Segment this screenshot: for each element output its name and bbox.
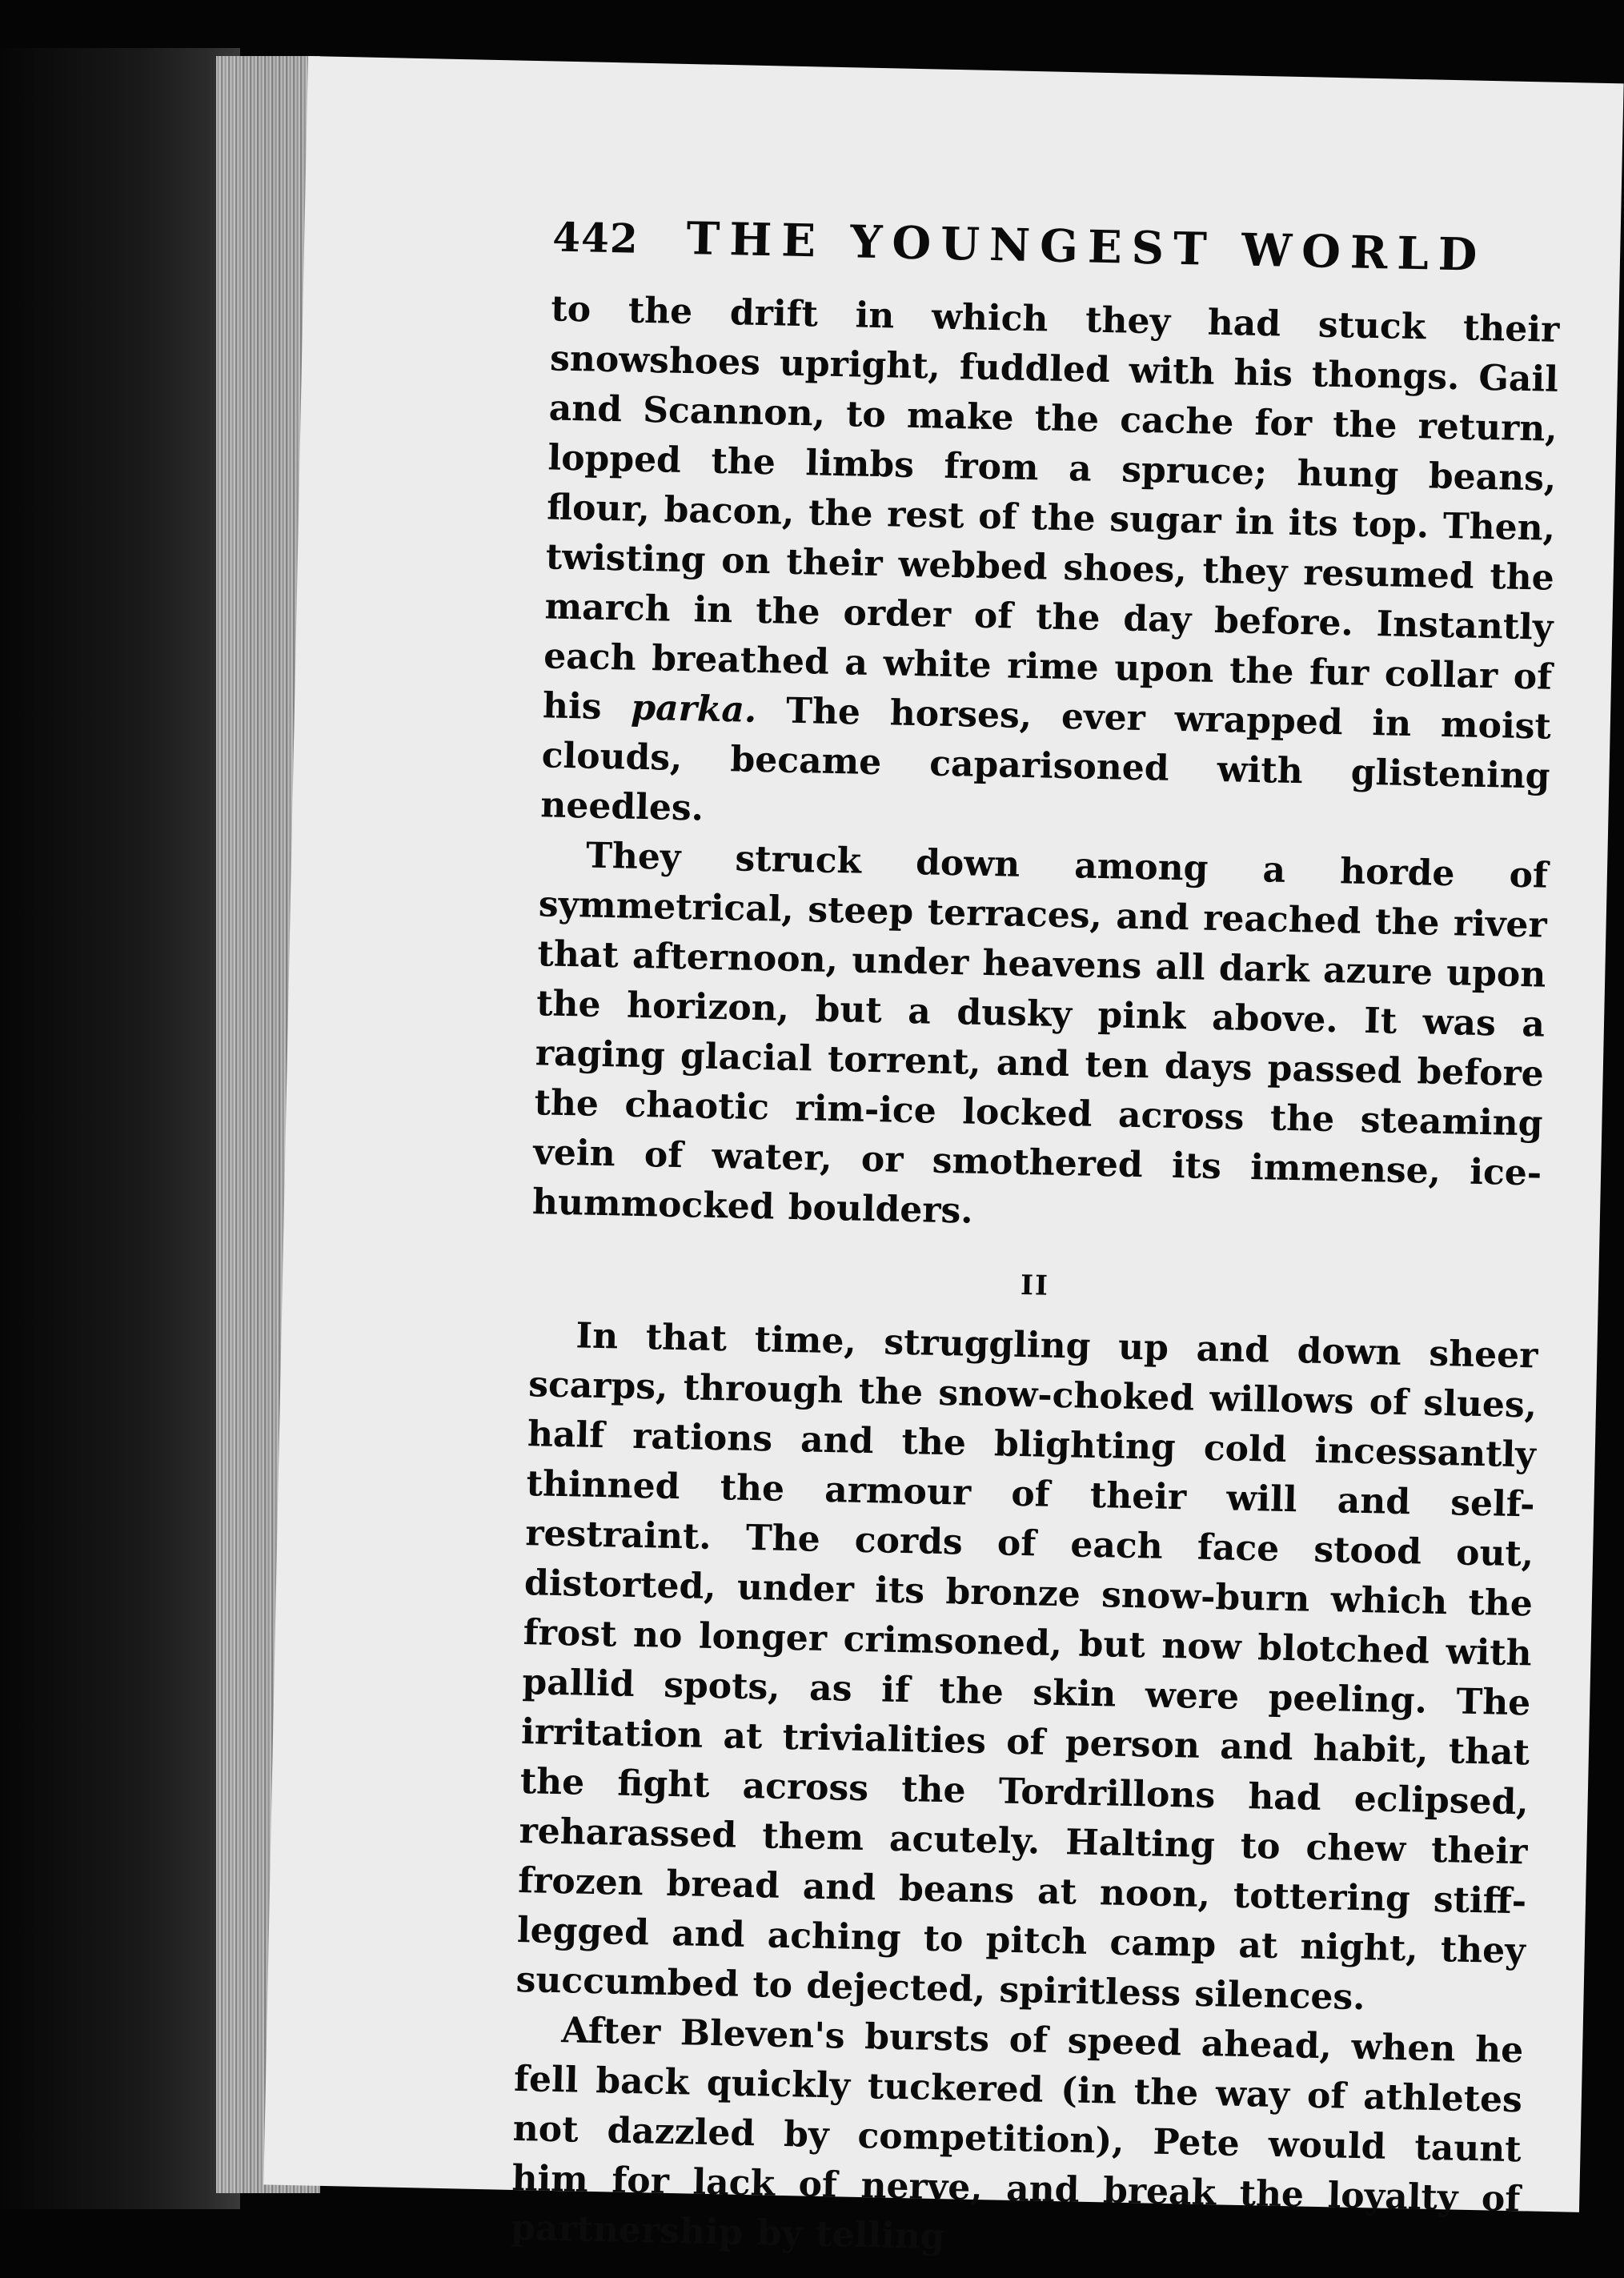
paragraph-1-italic: parka. xyxy=(630,687,757,731)
section-number: II xyxy=(1020,1269,1050,1302)
book-spine-shadow xyxy=(0,48,240,2209)
paragraph-1-end: The horses, ever wrapped in moist clouds, became caparisoned with glistening needles. xyxy=(539,689,1552,829)
paragraph-1-text: to the drift in which they had stuck their snowshoes upright, fuddled with his thongs. Gail and Scannon, to make the cache for the return, lopped the limbs from a spruce; hung beans, flour, bacon, the rest of the sugar in its top. Then, twisting on their webbed shoes, they resumed the march in the order of the day before. Instantly each breathed a white rime upon the fur collar of his xyxy=(542,288,1560,728)
running-title: THE YOUNGEST WORLD xyxy=(686,211,1487,282)
paragraph-3: In that time, struggling up and down sheer scarps, through the snow-choked willows of slues, half rations and the blighting cold incessantly thinned the armour of their will and self-restraint. The cords of each face stood out, distorted, under its bronze snow-burn which the frost no longer crimsoned, but now blotched with pallid spots, as if the skin were peeling. The irritation at trivialities of person and habit, that the fight across the Tordrillons had eclipsed, reharassed them acutely. Halting to chew their frozen bread and beans at noon, tottering stiff-legged and aching to pitch camp at night, they succumbed to dejected, spiritless silences. xyxy=(515,1315,1538,2019)
page-content xyxy=(511,209,1562,2274)
paragraph-2: They struck down among a horde of symmetrical, steep terraces, and reached the river that afternoon, under heavens all dark azure upon the horizon, but a dusky pink above. It was a raging glacial torrent, and ten days passed before the chaotic rim-ice locked across the steaming vein of water, or smothered its immense, ice-hummocked boulders. xyxy=(531,835,1549,1232)
page-number: 442 xyxy=(551,213,640,263)
page-header xyxy=(551,209,1561,294)
paragraph-1 xyxy=(540,284,1560,851)
paragraph-4: After Bleven's bursts of speed ahead, when he fell back quickly tuckered (in the way of athletes not dazzled by competition), Pete would taunt him for lack of nerve, and break the loyalty of partnership by telling xyxy=(510,2010,1524,2258)
book-page xyxy=(263,56,1623,2258)
